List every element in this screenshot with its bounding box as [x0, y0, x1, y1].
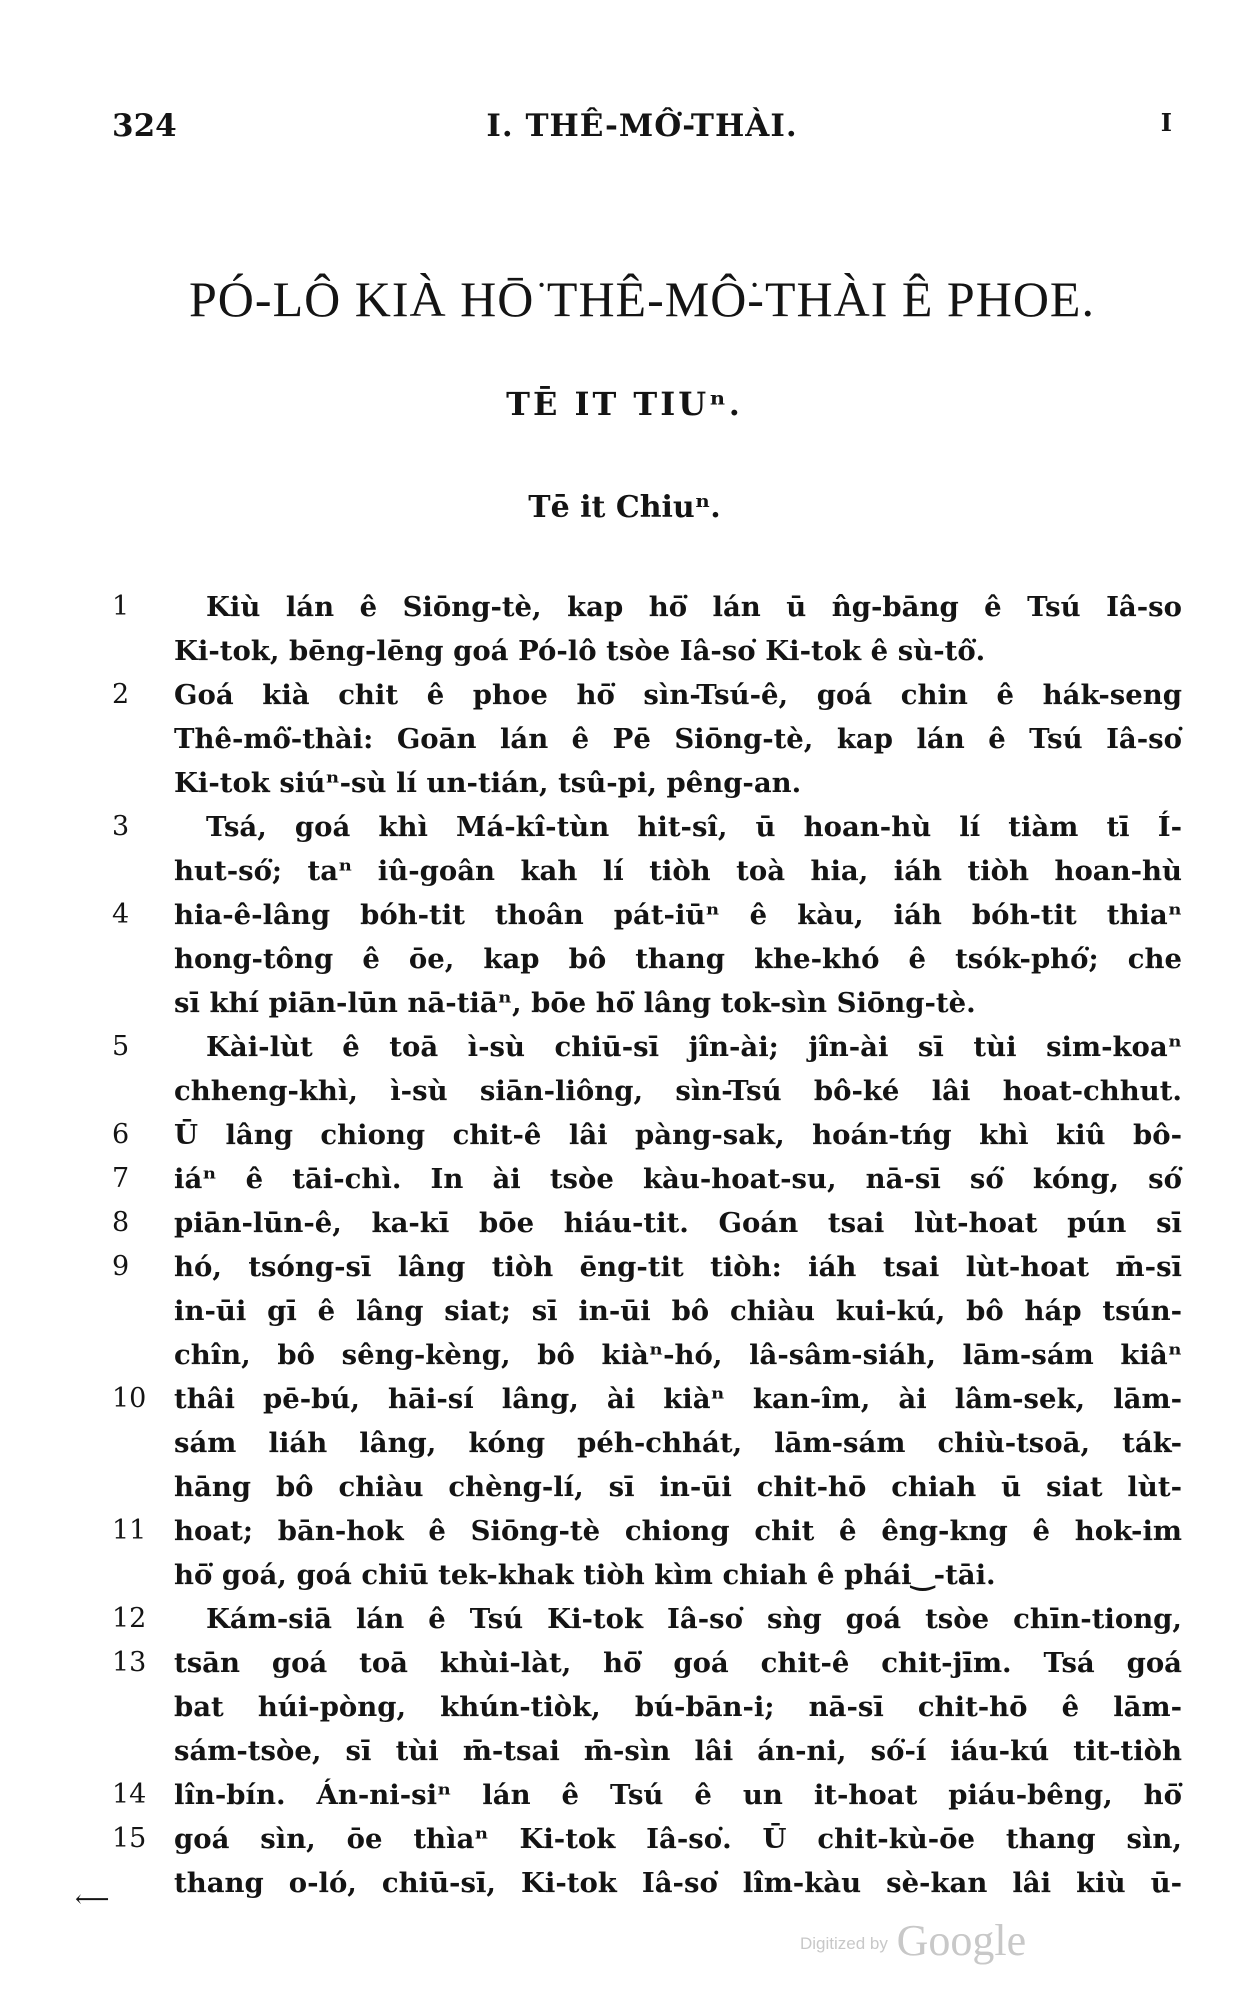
line-text: hāng bô chiàu chèng-lí, sī in-ūi chit-hō chiah ū siat lùt- — [174, 1471, 1182, 1503]
text-line — [112, 673, 1182, 717]
epistle-title: PÓ-LÔ KIÀ HŌ͘ THÊ-MÔ͘-THÀI Ê PHOE. — [189, 271, 1095, 327]
line-text: Ki-tok siúⁿ-sù lí un-tián, tsû-pi, pêng-an. — [174, 767, 802, 799]
verse-body — [112, 585, 1182, 1905]
verse-number: 8 — [112, 1207, 130, 1238]
line-text: iáⁿ ê tāi-chì. In ài tsòe kàu-hoat-su, nā-sī só͘ kóng, só͘ — [174, 1163, 1182, 1195]
verse-number: 10 — [112, 1383, 147, 1414]
text-line — [112, 1465, 1182, 1509]
text-line — [112, 1069, 1182, 1113]
line-text: hō͘ goá, goá chiū tek-khak tiòh kìm chiah ê phái‿-tāi. — [174, 1559, 996, 1591]
verse-number: 2 — [112, 679, 130, 710]
text-line — [112, 629, 1182, 673]
text-line — [112, 981, 1182, 1025]
text-line — [112, 1685, 1182, 1729]
line-text: Goá kià chit ê phoe hō͘ sìn-Tsú-ê, goá chin ê hák-seng — [174, 679, 1182, 711]
text-line — [112, 1773, 1182, 1817]
text-line — [112, 1201, 1182, 1245]
verse-number: 6 — [112, 1119, 130, 1150]
watermark-prefix: Digitized by — [800, 1934, 888, 1953]
text-line — [112, 1289, 1182, 1333]
margin-arrow: ⟵ — [75, 1885, 110, 1913]
text-line — [112, 1729, 1182, 1773]
line-text: tsān goá toā khùi-làt, hō͘ goá chit-ê chit-jīm. Tsá goá — [174, 1647, 1182, 1679]
text-line — [112, 1817, 1182, 1861]
line-text: piān-lūn-ê, ka-kī bōe hiáu-tit. Goán tsai lùt-hoat pún sī — [174, 1207, 1182, 1239]
line-text: lîn-bín. Án-ni-siⁿ lán ê Tsú ê un it-hoat piáu-bêng, hō͘ — [174, 1779, 1182, 1811]
line-text: in-ūi gī ê lâng siat; sī in-ūi bô chiàu kui-kú, bô háp tsún- — [174, 1295, 1182, 1327]
verse-number: 14 — [112, 1779, 147, 1810]
line-text: Thê-mô͘-thài: Goān lán ê Pē Siōng-tè, kap lán ê Tsú Iâ-so͘ — [174, 723, 1182, 755]
line-text: Tsá, goá khì Má-kî-tùn hit-sî, ū hoan-hù lí tiàm tī Í- — [206, 811, 1182, 843]
signature-mark: I — [1160, 108, 1172, 137]
text-line — [112, 1245, 1182, 1289]
text-line — [112, 1509, 1182, 1553]
text-line — [112, 1157, 1182, 1201]
verse-number: 7 — [112, 1163, 130, 1194]
verse-number: 15 — [112, 1823, 147, 1854]
text-line — [112, 585, 1182, 629]
line-text: sám-tsòe, sī tùi m̄-tsai m̄-sìn lâi án-ni, só͘-í iáu-kú tit-tiòh — [174, 1735, 1182, 1767]
line-text: Ki-tok, bēng-lēng goá Pó-lô tsòe Iâ-so͘ Ki-tok ê sù-tô͘. — [174, 635, 986, 667]
verse-number: 11 — [112, 1515, 147, 1546]
line-text: chîn, bô sêng-kèng, bô kiàⁿ-hó, lâ-sâm-siáh, lām-sám kiâⁿ — [174, 1339, 1182, 1371]
verse-number: 5 — [112, 1031, 130, 1062]
line-text: hong-tông ê ōe, kap bô thang khe-khó ê tsók-phó͘; che — [174, 943, 1182, 975]
chapter-heading: TĒ IT TIUⁿ. — [506, 385, 743, 423]
text-line — [112, 937, 1182, 981]
text-line — [112, 761, 1182, 805]
verse-number: 9 — [112, 1251, 130, 1282]
text-line — [112, 893, 1182, 937]
text-line — [112, 1113, 1182, 1157]
verse-number: 4 — [112, 899, 130, 930]
line-text: Kài-lùt ê toā ì-sù chiū-sī jîn-ài; jîn-ài sī tùi sim-koaⁿ — [206, 1031, 1182, 1063]
running-title: I. THÊ-MÔ͘-THÀI. — [486, 108, 798, 144]
line-text: hut-só͘; taⁿ iû-goân kah lí tiòh toà hia, iáh tiòh hoan-hù — [174, 855, 1182, 887]
line-text: goá sìn, ōe thìaⁿ Ki-tok Iâ-so͘. Ū chit-kù-ōe thang sìn, — [174, 1823, 1182, 1855]
text-line — [112, 717, 1182, 761]
line-text: hia-ê-lâng bóh-tit thoân pát-iūⁿ ê kàu, iáh bóh-tit thiaⁿ — [174, 899, 1182, 931]
line-text: sī khí piān-lūn nā-tiāⁿ, bōe hō͘ lâng tok-sìn Siōng-tè. — [174, 987, 976, 1019]
verse-number: 13 — [112, 1647, 147, 1678]
line-text: hó, tsóng-sī lâng tiòh ēng-tit tiòh: iáh tsai lùt-hoat m̄-sī — [174, 1251, 1182, 1283]
text-line — [112, 1641, 1182, 1685]
line-text: Kiù lán ê Siōng-tè, kap hō͘ lán ū n̂g-bāng ê Tsú Iâ-so — [206, 591, 1182, 623]
section-heading: Tē it Chiuⁿ. — [528, 490, 721, 525]
text-line — [112, 1421, 1182, 1465]
verse-number: 3 — [112, 811, 130, 842]
text-line — [112, 1861, 1182, 1905]
text-line — [112, 1333, 1182, 1377]
text-line — [112, 1597, 1182, 1641]
line-text: Ū lâng chiong chit-ê lâi pàng-sak, hoán-tńg khì kiû bô- — [174, 1119, 1182, 1151]
text-line — [112, 849, 1182, 893]
line-text: bat húi-pòng, khún-tiòk, bú-bān-i; nā-sī chit-hō ê lām- — [174, 1691, 1182, 1723]
text-line — [112, 1377, 1182, 1421]
line-text: Kám-siā lán ê Tsú Ki-tok Iâ-so͘ sǹg goá tsòe chīn-tiong, — [206, 1603, 1182, 1635]
digitized-watermark — [800, 1915, 1026, 1966]
verse-number: 12 — [112, 1603, 147, 1634]
text-line — [112, 1553, 1182, 1597]
line-text: hoat; bān-hok ê Siōng-tè chiong chit ê êng-kng ê hok-im — [174, 1515, 1182, 1547]
verse-number: 1 — [112, 591, 130, 622]
line-text: sám liáh lâng, kóng péh-chhát, lām-sám chiù-tsoā, ták- — [174, 1427, 1182, 1459]
line-text: chheng-khì, ì-sù siān-liông, sìn-Tsú bô-ké lâi hoat-chhut. — [174, 1075, 1182, 1107]
line-text: thâi pē-bú, hāi-sí lâng, ài kiàⁿ kan-îm, ài lâm-sek, lām- — [174, 1383, 1182, 1415]
running-header — [112, 108, 1172, 152]
line-text: thang o-ló, chiū-sī, Ki-tok Iâ-so͘ lîm-kàu sè-kan lâi kiù ū- — [174, 1867, 1182, 1899]
text-line — [112, 1025, 1182, 1069]
page-number: 324 — [112, 108, 177, 144]
watermark-brand: Google — [896, 1916, 1027, 1965]
text-line — [112, 805, 1182, 849]
